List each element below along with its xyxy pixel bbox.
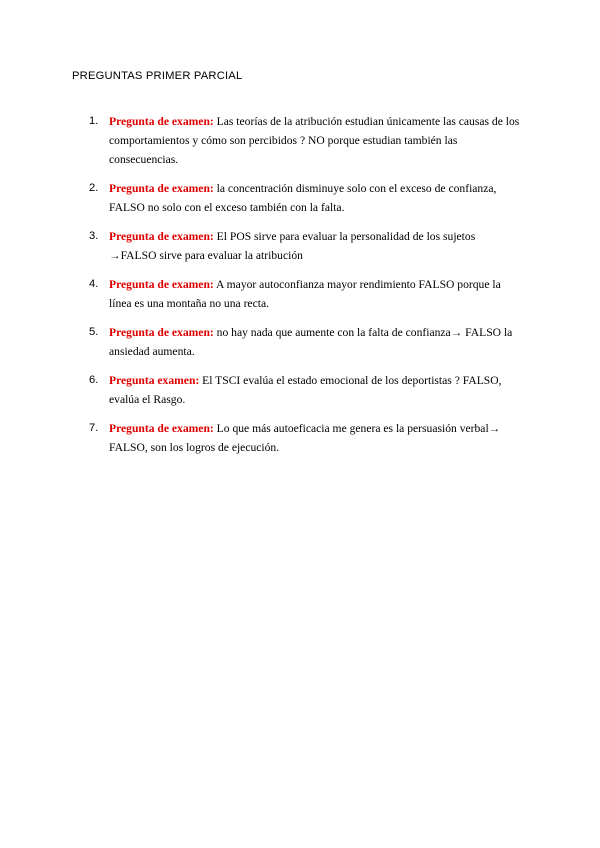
question-number: 4. (89, 278, 99, 290)
question-text: El POS sirve para evaluar la personalidad de los sujetos →FALSO sirve para evaluar la atribución (109, 230, 476, 262)
question-label: Pregunta examen: (109, 374, 200, 387)
question-item-7 (72, 419, 524, 457)
question-list (72, 112, 524, 467)
question-item-2 (72, 179, 524, 217)
page-title: PREGUNTAS PRIMER PARCIAL (72, 70, 243, 82)
question-text: A mayor autoconfianza mayor rendimiento FALSO porque la línea es una montaña no una recta. (109, 278, 501, 310)
question-number: 7. (89, 422, 99, 434)
question-text: Las teorías de la atribución estudian únicamente las causas de los comportamientos y cómo son percibidos ? NO porque estudian también las consecuencias. (109, 115, 520, 166)
question-label: Pregunta de examen: (109, 278, 214, 291)
question-number: 2. (89, 182, 99, 194)
question-item-4 (72, 275, 524, 313)
question-text: la concentración disminuye solo con el exceso de confianza, FALSO no solo con el exceso también con la falta. (109, 182, 497, 214)
question-number: 6. (89, 374, 99, 386)
question-item-6 (72, 371, 524, 409)
question-label: Pregunta de examen: (109, 230, 214, 243)
question-text: Lo que más autoeficacia me genera es la persuasión verbal→ FALSO, son los logros de ejecución. (109, 422, 501, 454)
question-text: no hay nada que aumente con la falta de confianza→ FALSO la ansiedad aumenta. (109, 326, 513, 358)
question-label: Pregunta de examen: (109, 115, 214, 128)
question-label: Pregunta de examen: (109, 422, 214, 435)
question-label: Pregunta de examen: (109, 326, 214, 339)
question-label: Pregunta de examen: (109, 182, 214, 195)
question-number: 1. (89, 115, 99, 127)
question-number: 3. (89, 230, 99, 242)
question-number: 5. (89, 326, 99, 338)
question-item-3 (72, 227, 524, 265)
question-text: El TSCI evalúa el estado emocional de los deportistas ? FALSO, evalúa el Rasgo. (109, 374, 502, 406)
question-item-1 (72, 112, 524, 169)
question-item-5 (72, 323, 524, 361)
